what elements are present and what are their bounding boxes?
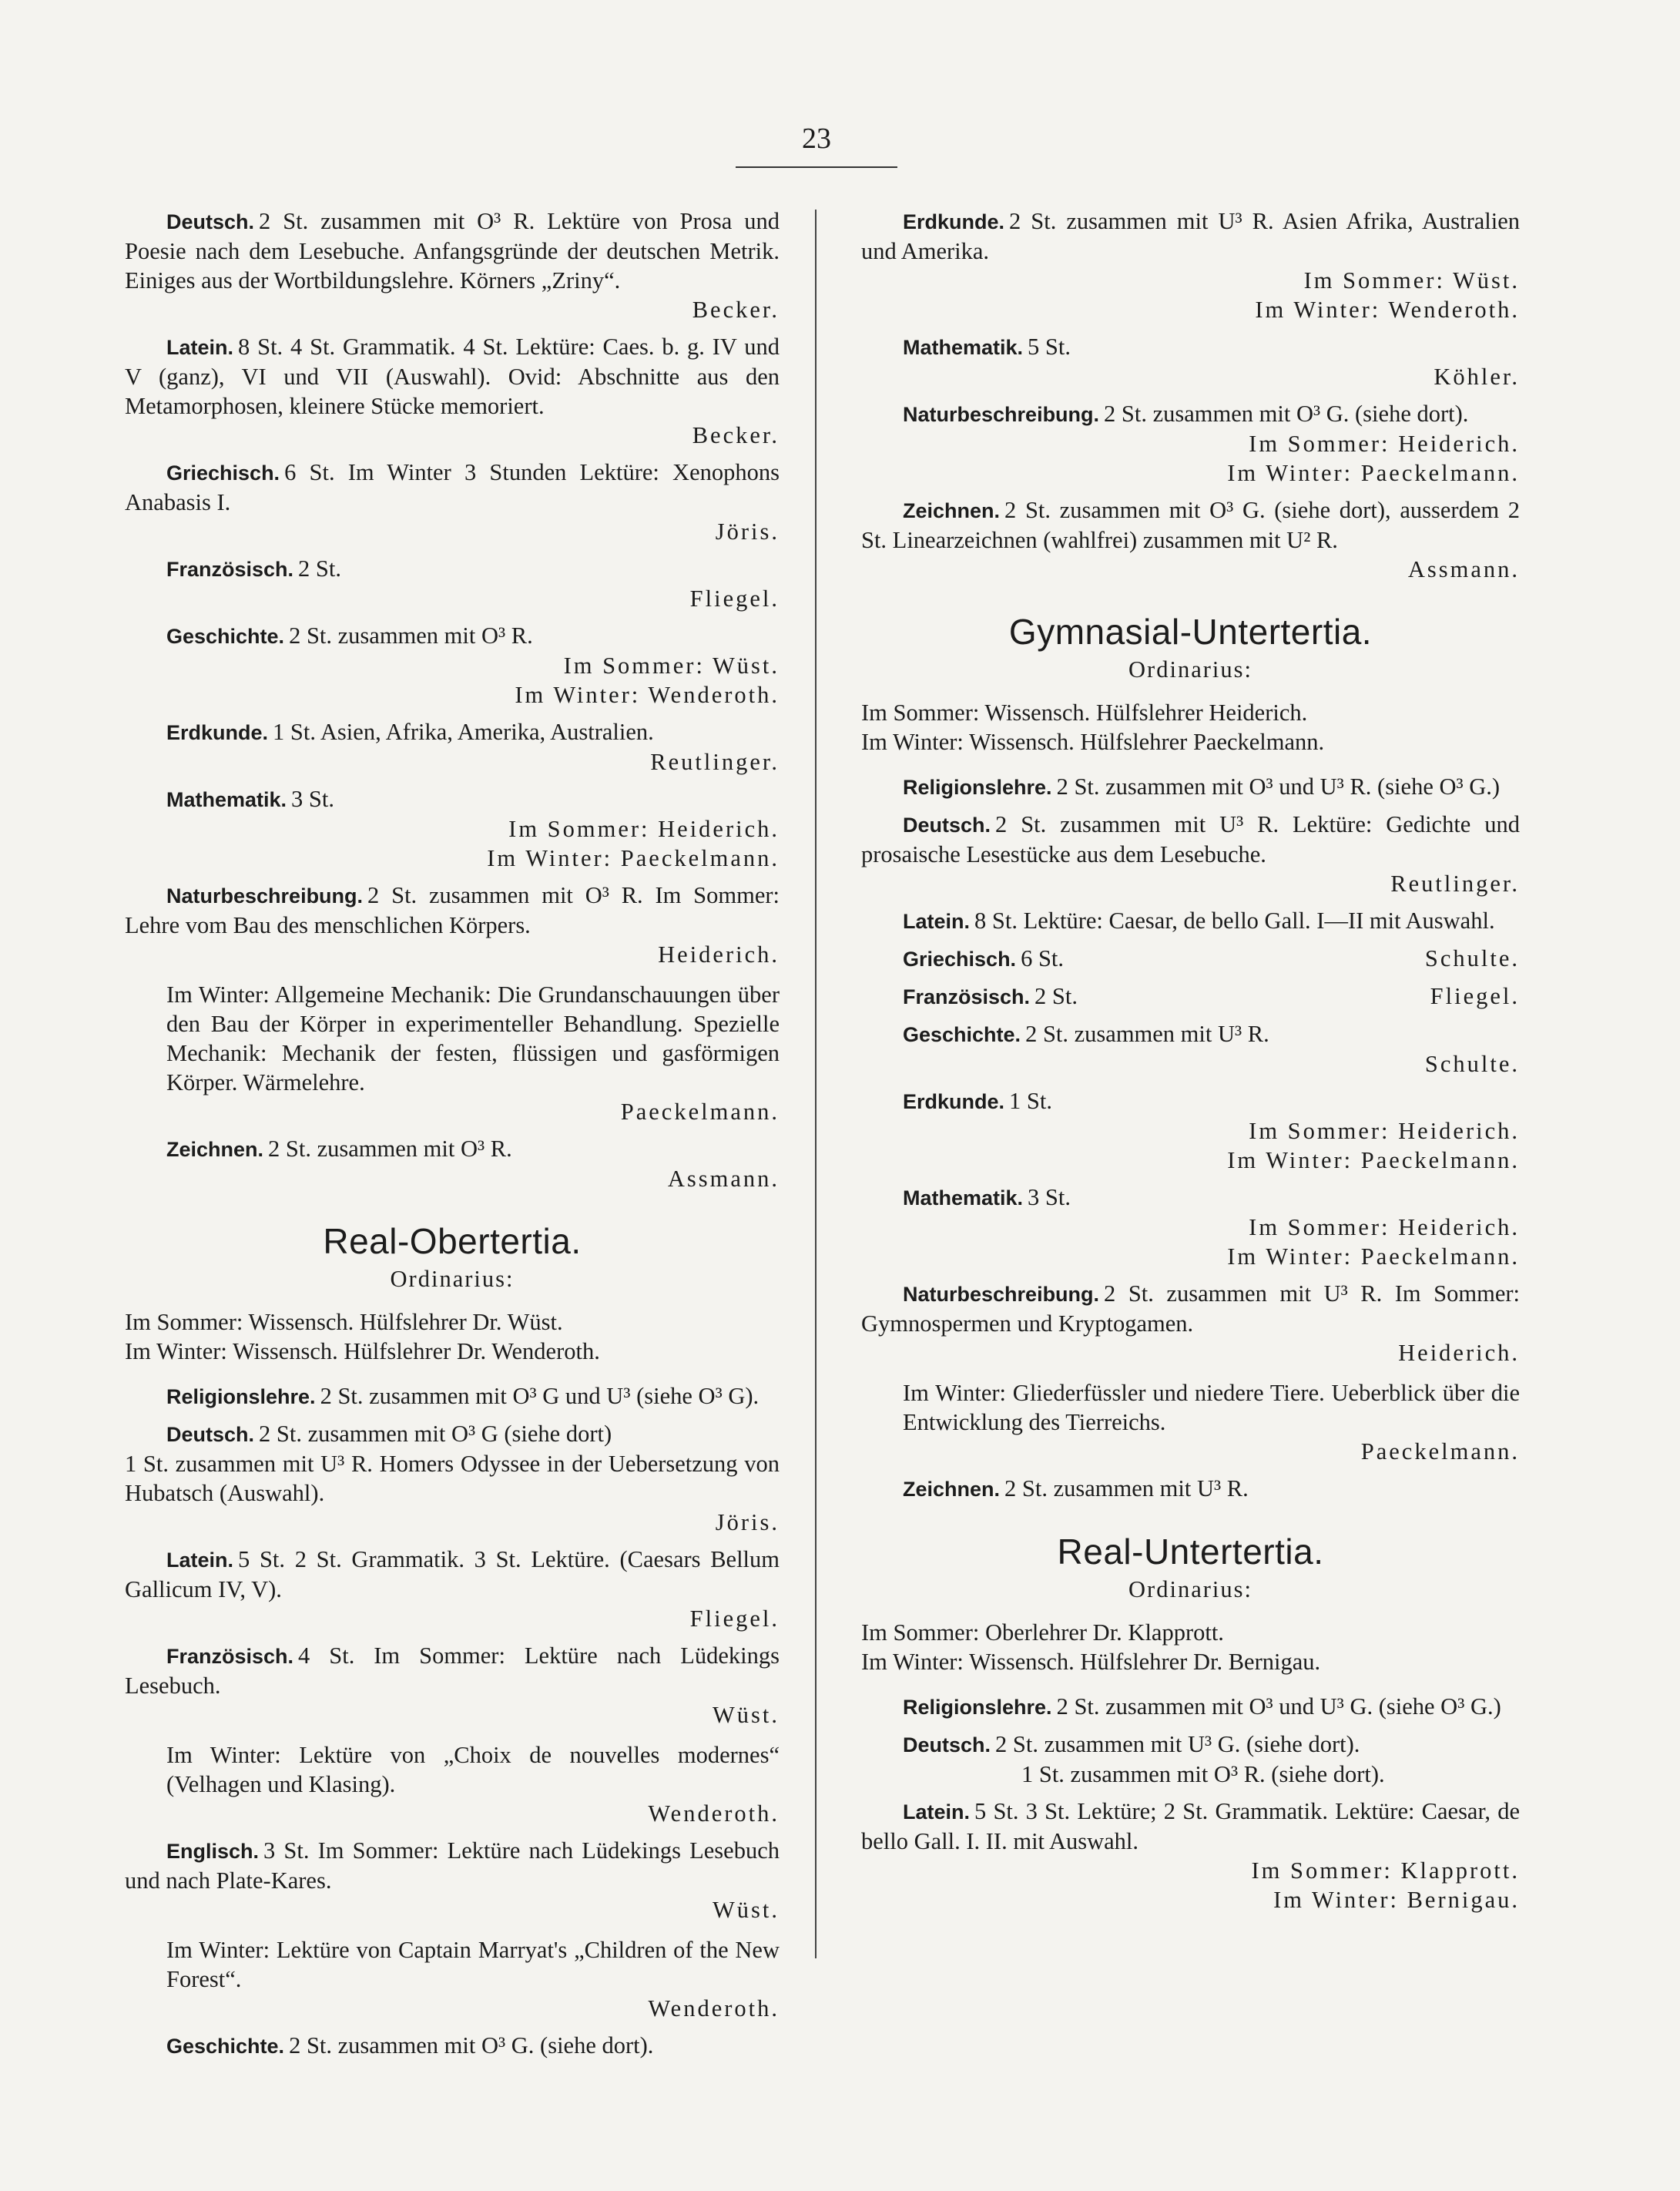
entry-text: 2 St. zusammen mit U³ R.	[1025, 1021, 1269, 1047]
entry-latein-ru	[861, 1797, 1520, 1914]
teacher-name: Becker.	[692, 297, 780, 323]
subject-label: Griechisch.	[903, 948, 1017, 971]
teacher-name: Reutlinger.	[650, 749, 780, 775]
subject-label: Zeichnen.	[903, 1478, 1001, 1501]
entry-text: 1 St. zusammen mit O³ R. (siehe dort).	[1021, 1761, 1385, 1787]
ordinarius-summer: Im Sommer: Wissensch. Hülfslehrer Heiderich.	[861, 700, 1308, 726]
entry-mathematik-gu	[861, 1183, 1520, 1271]
teacher-name: Wenderoth.	[648, 1995, 780, 2022]
entry-text: 2 St. zusammen mit U³ R. Asien Afrika, Australien und Amerika.	[861, 208, 1520, 264]
entry-text: 2 St. zusammen mit O³ und U³ R. (siehe O³ G.)	[1056, 773, 1501, 800]
summer-teacher: Im Sommer: Heiderich.	[508, 816, 780, 842]
ordinarius-block	[861, 698, 1520, 757]
section-title-gymnasial-untertertia: Gymnasial-Untertertia.	[1008, 612, 1373, 652]
subject-label: Französisch.	[166, 558, 294, 581]
subject-label: Religionslehre.	[903, 1696, 1052, 1719]
winter-teacher: Im Winter: Paeckelmann.	[1227, 1243, 1520, 1270]
teacher-name: Assmann.	[1407, 556, 1520, 582]
entry-naturbeschreibung-r	[861, 399, 1520, 488]
entry-text: 6 St.	[1021, 945, 1065, 971]
teacher-name: Reutlinger.	[1390, 871, 1520, 897]
entry-franzoesisch-ro	[125, 1641, 780, 1828]
subject-label: Englisch.	[166, 1840, 260, 1863]
teacher-name: Becker.	[692, 422, 780, 448]
entry-englisch-ro	[125, 1836, 780, 2023]
entry-zeichnen	[125, 1134, 780, 1193]
ordinarius-label: Ordinarius:	[1128, 656, 1252, 683]
teacher-name: Assmann.	[667, 1166, 780, 1192]
subject-label: Latein.	[166, 336, 234, 359]
subject-label: Latein.	[903, 1800, 971, 1824]
ordinarius-label: Ordinarius:	[390, 1266, 515, 1292]
entry-text: 2 St. zusammen mit U³ G. (siehe dort).	[995, 1731, 1360, 1757]
subject-label: Französisch.	[166, 1645, 294, 1668]
summer-teacher: Im Sommer: Wüst.	[1303, 267, 1520, 294]
ordinarius-label: Ordinarius:	[1128, 1576, 1252, 1602]
page-number-rule	[736, 166, 897, 168]
entry-text: 5 St. 2 St. Grammatik. 3 St. Lektüre. (Caesars Bellum Gallicum IV, V).	[125, 1546, 780, 1602]
entry-text: 2 St. zusammen mit O³ G und U³ (siehe O³ G).	[320, 1383, 760, 1409]
ordinarius-summer: Im Sommer: Wissensch. Hülfslehrer Dr. Wüst.	[125, 1309, 563, 1335]
entry-text: 2 St. zusammen mit O³ G. (siehe dort).	[1104, 401, 1469, 427]
entry-text: 3 St. Im Sommer: Lektüre nach Lüdekings Lesebuch und nach Plate-Kares.	[125, 1837, 780, 1894]
entry-text: 2 St. zusammen mit U³ R. Lektüre: Gedichte und prosaische Lesestücke aus dem Lesebuche.	[861, 811, 1520, 867]
teacher-name: Wüst.	[712, 1897, 780, 1923]
entry-latein-gu	[861, 906, 1520, 936]
subject-label: Naturbeschreibung.	[166, 884, 364, 908]
entry-franzoesisch-gu	[861, 981, 1520, 1012]
entry-text: 5 St. 3 St. Lektüre; 2 St. Grammatik. Lektüre: Caesar, de bello Gall. I. II. mit Auswahl.	[861, 1798, 1520, 1854]
entry-religionslehre	[125, 1381, 780, 1411]
entry-geschichte	[125, 621, 780, 710]
entry-geschichte-gu	[861, 1019, 1520, 1079]
entry-text: 1 St. zusammen mit U³ R. Homers Odyssee in der Uebersetzung von Hubatsch (Auswahl).	[125, 1451, 780, 1506]
teacher-name: Paeckelmann.	[620, 1099, 780, 1125]
entry-text: 2 St. zusammen mit O³ R. Im Sommer: Lehre vom Bau des menschlichen Körpers.	[125, 882, 780, 938]
subject-label: Mathematik.	[166, 788, 287, 811]
entry-religionslehre-gu	[861, 772, 1520, 802]
summer-teacher: Im Sommer: Heiderich.	[1249, 1214, 1520, 1240]
teacher-name: Jöris.	[715, 1509, 780, 1535]
entry-erdkunde	[125, 717, 780, 777]
subject-label: Geschichte.	[166, 2035, 285, 2058]
subject-label: Erdkunde.	[903, 1090, 1005, 1113]
ordinarius-summer: Im Sommer: Oberlehrer Dr. Klapprott.	[861, 1619, 1224, 1646]
subject-label: Erdkunde.	[903, 210, 1005, 233]
entry-text: 2 St. zusammen mit U³ R. Im Sommer: Gymnospermen und Kryptogamen.	[861, 1280, 1520, 1337]
entry-griechisch	[125, 458, 780, 546]
entry-text-winter: Im Winter: Lektüre von „Choix de nouvelles modernes“ (Velhagen und Klasing).	[166, 1742, 780, 1797]
subject-label: Griechisch.	[166, 461, 280, 485]
section-title-real-untertertia: Real-Untertertia.	[1057, 1532, 1324, 1572]
entry-text: 2 St. zusammen mit O³ G. (siehe dort).	[289, 2032, 654, 2058]
summer-teacher: Im Sommer: Klapprott.	[1251, 1857, 1520, 1884]
entry-religionslehre-ru	[861, 1692, 1520, 1722]
column-divider	[815, 210, 817, 1958]
subject-label: Erdkunde.	[166, 721, 269, 744]
entry-text: 2 St. zusammen mit O³ R.	[289, 622, 533, 649]
summer-teacher: Im Sommer: Heiderich.	[1249, 1118, 1520, 1144]
entry-text: 5 St.	[1028, 334, 1071, 360]
entry-text: 2 St. zusammen mit O³ G. (siehe dort), ausserdem 2 St. Linearzeichnen (wahlfrei) zusammen mit U² R.	[861, 497, 1520, 553]
entry-deutsch-gu	[861, 810, 1520, 898]
entry-latein	[125, 332, 780, 450]
teacher-name: Heiderich.	[1398, 1340, 1520, 1366]
entry-naturbeschreibung-gu	[861, 1279, 1520, 1466]
winter-teacher: Im Winter: Paeckelmann.	[487, 845, 780, 871]
entry-text: 8 St. Lektüre: Caesar, de bello Gall. I—II mit Auswahl.	[974, 908, 1495, 934]
subject-label: Religionslehre.	[166, 1385, 316, 1408]
entry-text: 3 St.	[1028, 1184, 1071, 1210]
entry-text: 2 St. zusammen mit O³ R. Lektüre von Prosa und Poesie nach dem Lesebuche. Anfangsgründe der deutschen Metrik. Einiges aus der Wortbildungslehre. Körners „Zriny“.	[125, 208, 780, 294]
right-column	[861, 206, 1520, 1922]
ordinarius-block	[125, 1307, 780, 1366]
subject-label: Mathematik.	[903, 336, 1024, 359]
teacher-name: Wenderoth.	[648, 1800, 780, 1827]
subject-label: Deutsch.	[903, 1733, 991, 1756]
ordinarius-winter: Im Winter: Wissensch. Hülfslehrer Dr. Bernigau.	[861, 1649, 1321, 1675]
subject-label: Geschichte.	[903, 1023, 1021, 1046]
teacher-name: Jöris.	[715, 518, 780, 545]
winter-teacher: Im Winter: Paeckelmann.	[1227, 460, 1520, 486]
page-number: 23	[802, 122, 831, 155]
subject-label: Mathematik.	[903, 1186, 1024, 1210]
subject-label: Französisch.	[903, 985, 1031, 1008]
entry-text: 1 St. Asien, Afrika, Amerika, Australien.	[273, 719, 654, 745]
entry-latein-ro	[125, 1545, 780, 1633]
left-column	[125, 206, 780, 2069]
ordinarius-winter: Im Winter: Wissensch. Hülfslehrer Paeckelmann.	[861, 729, 1325, 755]
subject-label: Latein.	[903, 910, 971, 933]
entry-erdkunde-r	[861, 206, 1520, 324]
teacher-name: Fliegel.	[689, 585, 780, 612]
entry-geschichte-ro	[125, 2031, 780, 2061]
subject-label: Religionslehre.	[903, 776, 1052, 799]
ordinarius-winter: Im Winter: Wissensch. Hülfslehrer Dr. Wenderoth.	[125, 1338, 600, 1364]
entry-text: 2 St.	[1034, 983, 1078, 1009]
entry-text: 2 St.	[298, 555, 341, 582]
entry-text-winter: Im Winter: Lektüre von Captain Marryat's „Children of the New Forest“.	[166, 1937, 780, 1992]
entry-text-winter: Im Winter: Gliederfüssler und niedere Tiere. Ueberblick über die Entwicklung des Tierreichs.	[903, 1380, 1520, 1435]
subject-label: Zeichnen.	[166, 1138, 264, 1161]
subject-label: Naturbeschreibung.	[903, 1283, 1100, 1306]
winter-teacher: Im Winter: Wenderoth.	[1255, 297, 1520, 323]
entry-text: 2 St. zusammen mit O³ und U³ G. (siehe O³ G.)	[1056, 1693, 1501, 1720]
winter-teacher: Im Winter: Paeckelmann.	[1227, 1147, 1520, 1173]
entry-text: 6 St. Im Winter 3 Stunden Lektüre: Xenophons Anabasis I.	[125, 459, 780, 515]
teacher-name: Wüst.	[712, 1702, 780, 1728]
teacher-name: Köhler.	[1434, 364, 1520, 390]
teacher-name: Fliegel.	[1430, 983, 1520, 1009]
entry-text-winter: Im Winter: Allgemeine Mechanik: Die Grundanschauungen über den Bau der Körper in experimenteller Behandlung. Spezielle Mechanik: Mechanik der festen, flüssigen und gasförmigen Körper. Wärmelehre.	[166, 981, 780, 1096]
entry-griechisch-gu	[861, 944, 1520, 974]
subject-label: Geschichte.	[166, 625, 285, 648]
subject-label: Deutsch.	[166, 1423, 255, 1446]
entry-text: 1 St.	[1009, 1088, 1052, 1114]
entry-franzoesisch	[125, 554, 780, 613]
section-title-real-obertertia: Real-Obertertia.	[323, 1221, 582, 1261]
subject-label: Zeichnen.	[903, 499, 1001, 522]
winter-teacher: Im Winter: Wenderoth.	[515, 682, 780, 708]
subject-label: Naturbeschreibung.	[903, 403, 1100, 426]
teacher-name: Schulte.	[1424, 1051, 1520, 1077]
entry-mathematik	[125, 784, 780, 873]
entry-erdkunde-gu	[861, 1086, 1520, 1175]
teacher-name: Paeckelmann.	[1360, 1438, 1520, 1465]
entry-text: 2 St. zusammen mit U³ R.	[1004, 1475, 1249, 1501]
subject-label: Deutsch.	[166, 210, 255, 233]
teacher-name: Heiderich.	[658, 941, 780, 968]
entry-deutsch	[125, 206, 780, 324]
winter-teacher: Im Winter: Bernigau.	[1273, 1887, 1520, 1913]
teacher-name: Fliegel.	[689, 1606, 780, 1632]
entry-text: 2 St. zusammen mit O³ G (siehe dort)	[259, 1421, 612, 1447]
entry-naturbeschreibung	[125, 881, 780, 1126]
summer-teacher: Im Sommer: Heiderich.	[1249, 431, 1520, 457]
subject-label: Deutsch.	[903, 814, 991, 837]
entry-deutsch-ru	[861, 1730, 1520, 1789]
entry-text: 4 St. Im Sommer: Lektüre nach Lüdekings Lesebuch.	[125, 1642, 780, 1699]
teacher-name: Schulte.	[1424, 945, 1520, 971]
entry-mathematik-r	[861, 332, 1520, 391]
entry-zeichnen-gu	[861, 1474, 1520, 1504]
entry-deutsch-ro	[125, 1419, 780, 1537]
ordinarius-block	[861, 1618, 1520, 1676]
entry-text: 2 St. zusammen mit O³ R.	[268, 1136, 512, 1162]
subject-label: Latein.	[166, 1548, 234, 1572]
entry-zeichnen-r	[861, 495, 1520, 584]
entry-text: 8 St. 4 St. Grammatik. 4 St. Lektüre: Caes. b. g. IV und V (ganz), VI und VII (Auswahl). Ovid: Abschnitte aus den Metamorphosen, kleinere Stücke memoriert.	[125, 334, 780, 419]
entry-text: 3 St.	[291, 786, 334, 812]
summer-teacher: Im Sommer: Wüst.	[563, 653, 780, 679]
